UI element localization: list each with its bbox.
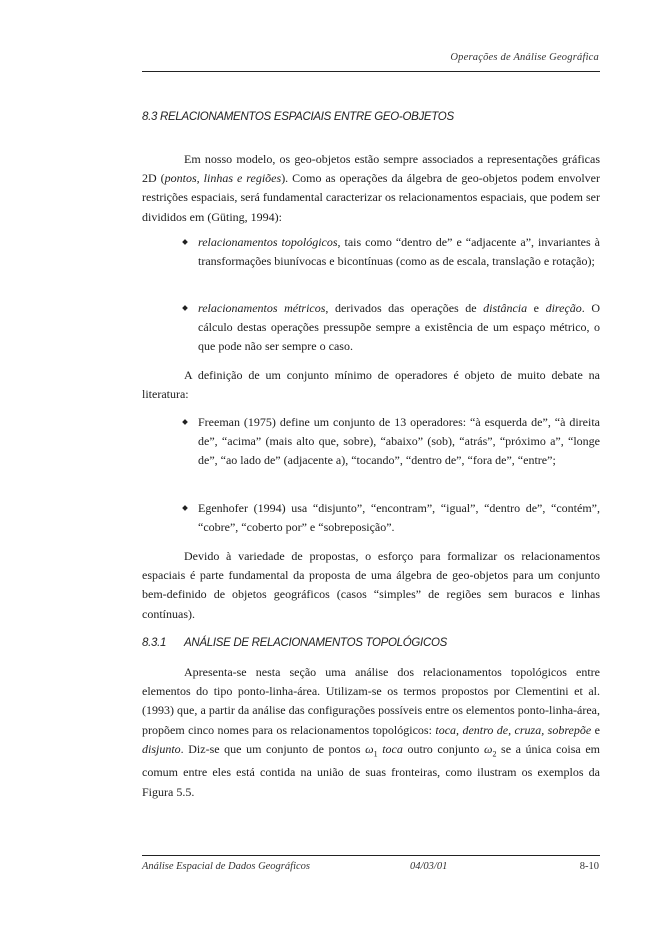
text-run: e: [527, 301, 546, 315]
text-run: Devido à variedade de propostas, o esforço para formalizar os relacionamentos espaciais é parte fundamental da proposta de uma álgebra de geo-objetos para um conjunto bem-definido de objetos geográficos (casos “simples” de regiões sem buracos e linhas contínuas).: [142, 549, 600, 621]
omega-symbol: ω: [483, 741, 493, 756]
text-run: . Diz-se que um conjunto de pontos: [180, 741, 366, 756]
footer-date: 04/03/01: [410, 861, 448, 872]
text-run: Egenhofer (1994) usa “disjunto”, “encontram”, “igual”, “dentro de”, “contém”, “cobre”, “coberto por” e “sobreposição”.: [198, 501, 600, 535]
bullet-diamond-icon: [182, 505, 188, 511]
running-header: Operações de Análise Geográfica: [450, 52, 599, 63]
paragraph-intro: [142, 150, 600, 227]
paragraph-definition: [142, 366, 600, 404]
text-run: , derivados das operações de: [325, 301, 484, 315]
emphasis-run: disjunto: [142, 741, 181, 756]
emphasis-run: direção: [545, 301, 582, 315]
footer-title: Análise Espacial de Dados Geográficos: [142, 861, 310, 872]
bullet-diamond-icon: [182, 419, 188, 425]
subsection-number: 8.3.1: [142, 637, 167, 649]
text-run: se a única coisa em comum entre eles está contida na união de suas fronteiras, como ilustram os exemplos da Figura 5.5.: [142, 741, 601, 799]
text-run: A definição de um conjunto mínimo de operadores é objeto de muito debate na literatura:: [142, 368, 600, 402]
emphasis-run: relacionamentos métricos: [198, 301, 326, 315]
text-run: ). Como as operações da álgebra de geo-objetos podem envolver restrições espaciais, será fundamental caracterizar os relacionamentos espaciais, que podem ser divididos em (Güting, 1994):: [142, 171, 600, 224]
bullet-diamond-icon: [182, 239, 188, 245]
bullet-item-topological: [198, 233, 600, 271]
paragraph-topological-analysis: [142, 663, 600, 802]
emphasis-run: toca, dentro de, cruza, sobrepõe: [435, 722, 592, 737]
header-rule: [142, 71, 600, 72]
text-run: Freeman (1975) define um conjunto de 13 operadores: “à esquerda de”, “à direita de”, “acima” (mais alto que, sobre), “abaixo” (sob), “atrás”, “próximo a”, “longe de”, “ao lado de” (adjacente a), “tocando”, “dentro de”, “fora de”, “entre”;: [198, 415, 600, 468]
page-number: 8-10: [579, 861, 599, 872]
bullet-diamond-icon: [182, 305, 188, 311]
subsection-title: ANÁLISE DE RELACIONAMENTOS TOPOLÓGICOS: [184, 637, 447, 649]
omega-symbol: ω: [365, 741, 374, 756]
text-run: , tais como “dentro de” e “adjacente a”, invariantes à transformações biunívocas e bicontínuas (como as de escala, translação e rotação);: [198, 235, 600, 269]
text-run: outro conjunto: [402, 741, 484, 756]
text-run: Apresenta-se nesta seção uma análise dos relacionamentos topológicos entre elementos do tipo ponto-linha-área. Utilizam-se os termos propostos por Clementini et al. (1993) que, a partir da análise das configurações possíveis entre os elementos ponto-linha-área, propõem cinco nomes para os relacionamentos topológicos:: [142, 665, 600, 737]
subsection-heading: [142, 637, 447, 649]
text-run: e: [591, 722, 600, 737]
subscript: 2: [492, 749, 497, 759]
bullet-item-egenhofer: [198, 499, 600, 537]
text-run: . O cálculo destas operações pressupõe sempre a existência de um espaço métrico, o que pode não ser sempre o caso.: [198, 301, 600, 354]
bullet-item-metric: [198, 299, 600, 357]
footer-rule: [142, 855, 600, 856]
emphasis-run: pontos, linhas e regiões: [164, 171, 282, 186]
subscript: 1: [373, 749, 378, 759]
emphasis-run: relacionamentos topológicos: [198, 235, 338, 249]
emphasis-run: toca: [382, 741, 403, 756]
text-run: Em nosso modelo, os geo-objetos estão sempre associados a representações gráficas 2D (: [142, 152, 600, 186]
paragraph-formalization: [142, 547, 600, 624]
section-heading: 8.3 RELACIONAMENTOS ESPACIAIS ENTRE GEO-OBJETOS: [142, 111, 454, 123]
emphasis-run: distância: [483, 301, 528, 315]
bullet-item-freeman: [198, 413, 600, 471]
